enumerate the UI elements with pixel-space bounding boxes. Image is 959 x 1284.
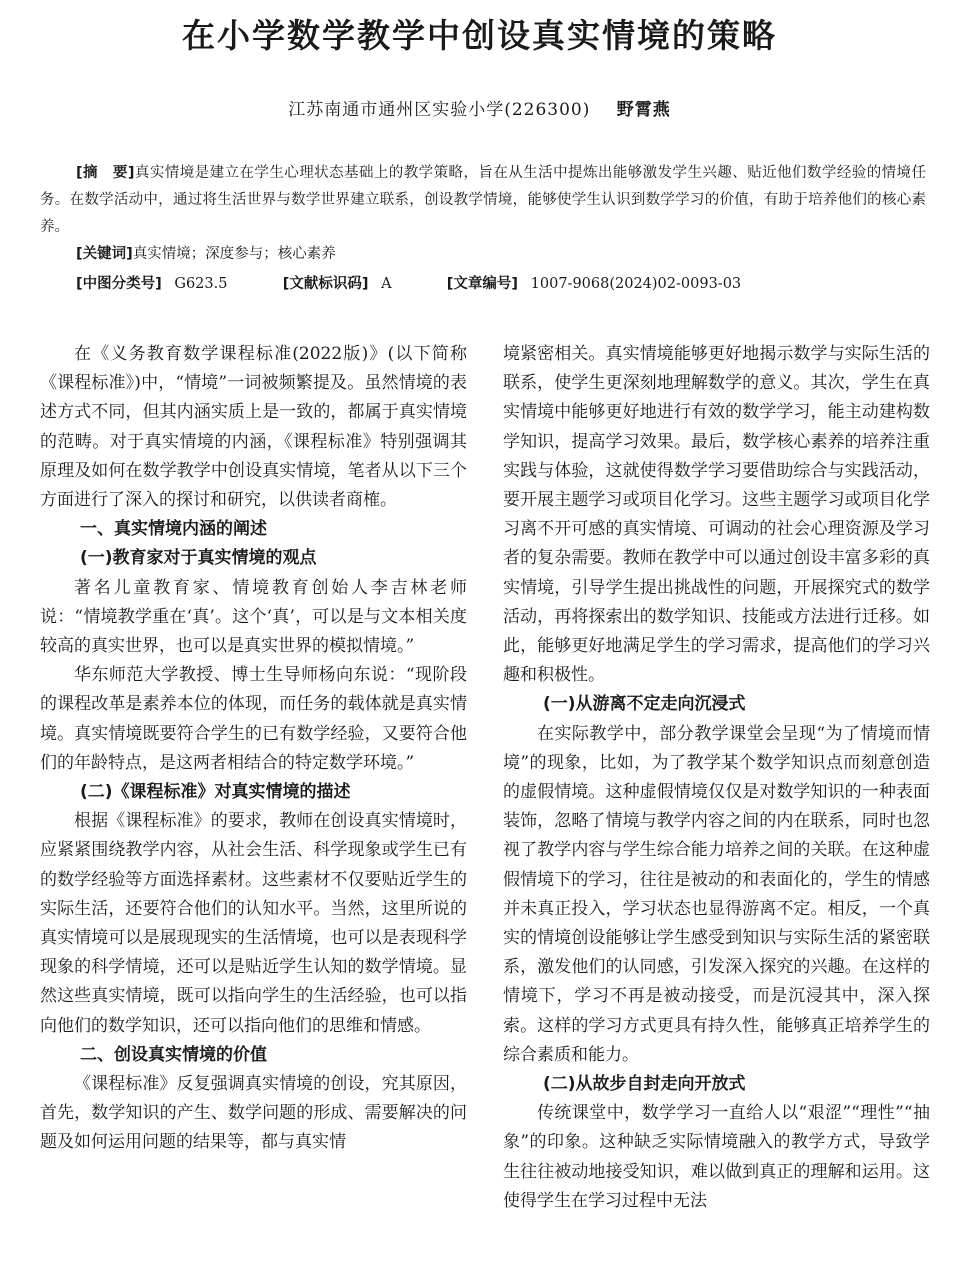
article-number-value: 1007-9068(2024)02-0093-03 [530,276,742,292]
body-paragraph: 根据《课程标准》的要求，教师在创设真实情境时，应紧紧围绕教学内容，从社会生活、科学现象或学生已有的数学经验等方面选择素材。这些素材不仅要贴近学生的实际生活，还要符合他们的认知水平。当然，这里所说的真实情境可以是展现现实的生活情境，也可以是表现科学现象的科学情境，还可以是贴近学生认知的数学情境。显然这些真实情境，既可以指向学生的生活经验，也可以指向他们的数学知识，还可以指向他们的思维和情感。 [40,811,467,1036]
article-title: 在小学数学教学中创设真实情境的策略 [182,16,777,55]
subsection-heading-1-2: (二)《课程标准》对真实情境的描述 [80,782,351,803]
article-number-label: [文章编号] [446,276,519,292]
keywords-paragraph [40,241,926,268]
doc-code-value: A [381,276,392,292]
doc-code-label: [文献标识码] [282,276,369,292]
author-line [0,95,959,120]
author-name: 野霄燕 [616,100,671,120]
clc-value: G623.5 [174,276,228,292]
classification-row [76,272,936,293]
abstract-block [40,160,926,268]
keywords-text: 真实情境；深度参与；核心素养 [132,246,336,262]
body-paragraph: 《课程标准》反复强调真实情境的创设，究其原因，首先，数学知识的产生、数学问题的形成、需要解决的问题及如何运用问题的结果等，都与真实情 [40,1074,467,1153]
author-affiliation: 江苏南通市通州区实验小学(226300) [288,100,591,120]
clc-label: [中图分类号] [76,276,162,292]
body-paragraph: 传统课堂中，数学学习一直给人以“艰涩”“理性”“抽象”的印象。这种缺乏实际情境融入的教学方式，导致学生往往被动地接受知识，难以做到真正的理解和运用。这使得学生在学习过程中无法 [503,1103,930,1211]
body-paragraph: 在实际教学中，部分教学课堂会呈现“为了情境而情境”的现象，比如，为了教学某个数学知识点而刻意创造的虚假情境。这种虚假情境仅仅是对数学知识的一种表面装饰，忽略了情境与教学内容之间的内在联系，同时也忽视了教学内容与学生综合能力培养之间的关联。在这种虚假情境下的学习，往往是被动的和表面化的，学生的情感并未真正投入，学习状态也显得游离不定。相反，一个真实的情境创设能够让学生感受到知识与实际生活的紧密联系，激发他们的认同感，引发深入探究的兴趣。在这样的情境下，学习不再是被动接受，而是沉浸其中，深入探索。这样的学习方式更具有持久性，能够真正培养学生的综合素质和能力。 [503,723,930,1065]
subsection-heading-2-2: (二)从故步自封走向开放式 [543,1074,746,1095]
left-column [40,340,467,1158]
right-column [503,340,930,1216]
abstract-text: 真实情境是建立在学生心理状态基础上的教学策略，旨在从生活中提炼出能够激发学生兴趣、贴近他们数学经验的情境任务。在数学活动中，通过将生活世界与数学世界建立联系，创设教学情境，能够使学生认识到数学学习的价值，有助于培养他们的核心素养。 [40,165,926,235]
abstract-label: [摘 要] [76,165,135,181]
section-heading-2: 二、创设真实情境的价值 [80,1044,267,1065]
body-paragraph: 华东师范大学教授、博士生导师杨向东说：“现阶段的课程改革是素养本位的体现，而任务的载体就是真实情境。真实情境既要符合学生的已有数学经验，又要符合他们的年龄特点，是这两者相结合的特定数学环境。” [40,665,467,773]
keywords-label: [关键词] [76,246,133,262]
abstract-paragraph [40,160,926,241]
subsection-heading-1-1: (一)教育家对于真实情境的观点 [80,548,317,569]
section-heading-1: 一、真实情境内涵的阐述 [80,519,267,540]
body-paragraph: 著名儿童教育家、情境教育创始人李吉林老师说：“情境教学重在‘真’。这个‘真’，可以是与文本相关度较高的真实世界，也可以是真实世界的模拟情境。” [40,577,467,657]
subsection-heading-2-1: (一)从游离不定走向沉浸式 [543,694,746,715]
intro-paragraph: 在《义务教育数学课程标准(2022版)》(以下简称《课程标准》)中，“情境”一词被频繁提及。虽然情境的表述方式不同，但其内涵实质上是一致的，都属于真实情境的范畴。对于真实情境的内涵，《课程标准》特别强调其原理及如何在数学教学中创设真实情境，笔者从以下三个方面进行了深入的探讨和研究，以供读者商榷。 [40,344,467,511]
body-paragraph-continued: 境紧密相关。真实情境能够更好地揭示数学与实际生活的联系，使学生更深刻地理解数学的意义。其次，学生在真实情境中能够更好地进行有效的数学学习，能主动建构数学知识，提高学习效果。最后，数学核心素养的培养注重实践与体验，这就使得数学学习要借助综合与实践活动，要开展主题学习或项目化学习。这些主题学习或项目化学习离不开可感的真实情境、可调动的社会心理资源及学习者的复杂需要。教师在教学中可以通过创设丰富多彩的真实情境，引导学生提出挑战性的问题，开展探究式的数学活动，再将探索出的数学知识、技能或方法进行迁移。如此，能够更好地满足学生的学习需求，提高他们的学习兴趣和积极性。 [503,344,930,686]
